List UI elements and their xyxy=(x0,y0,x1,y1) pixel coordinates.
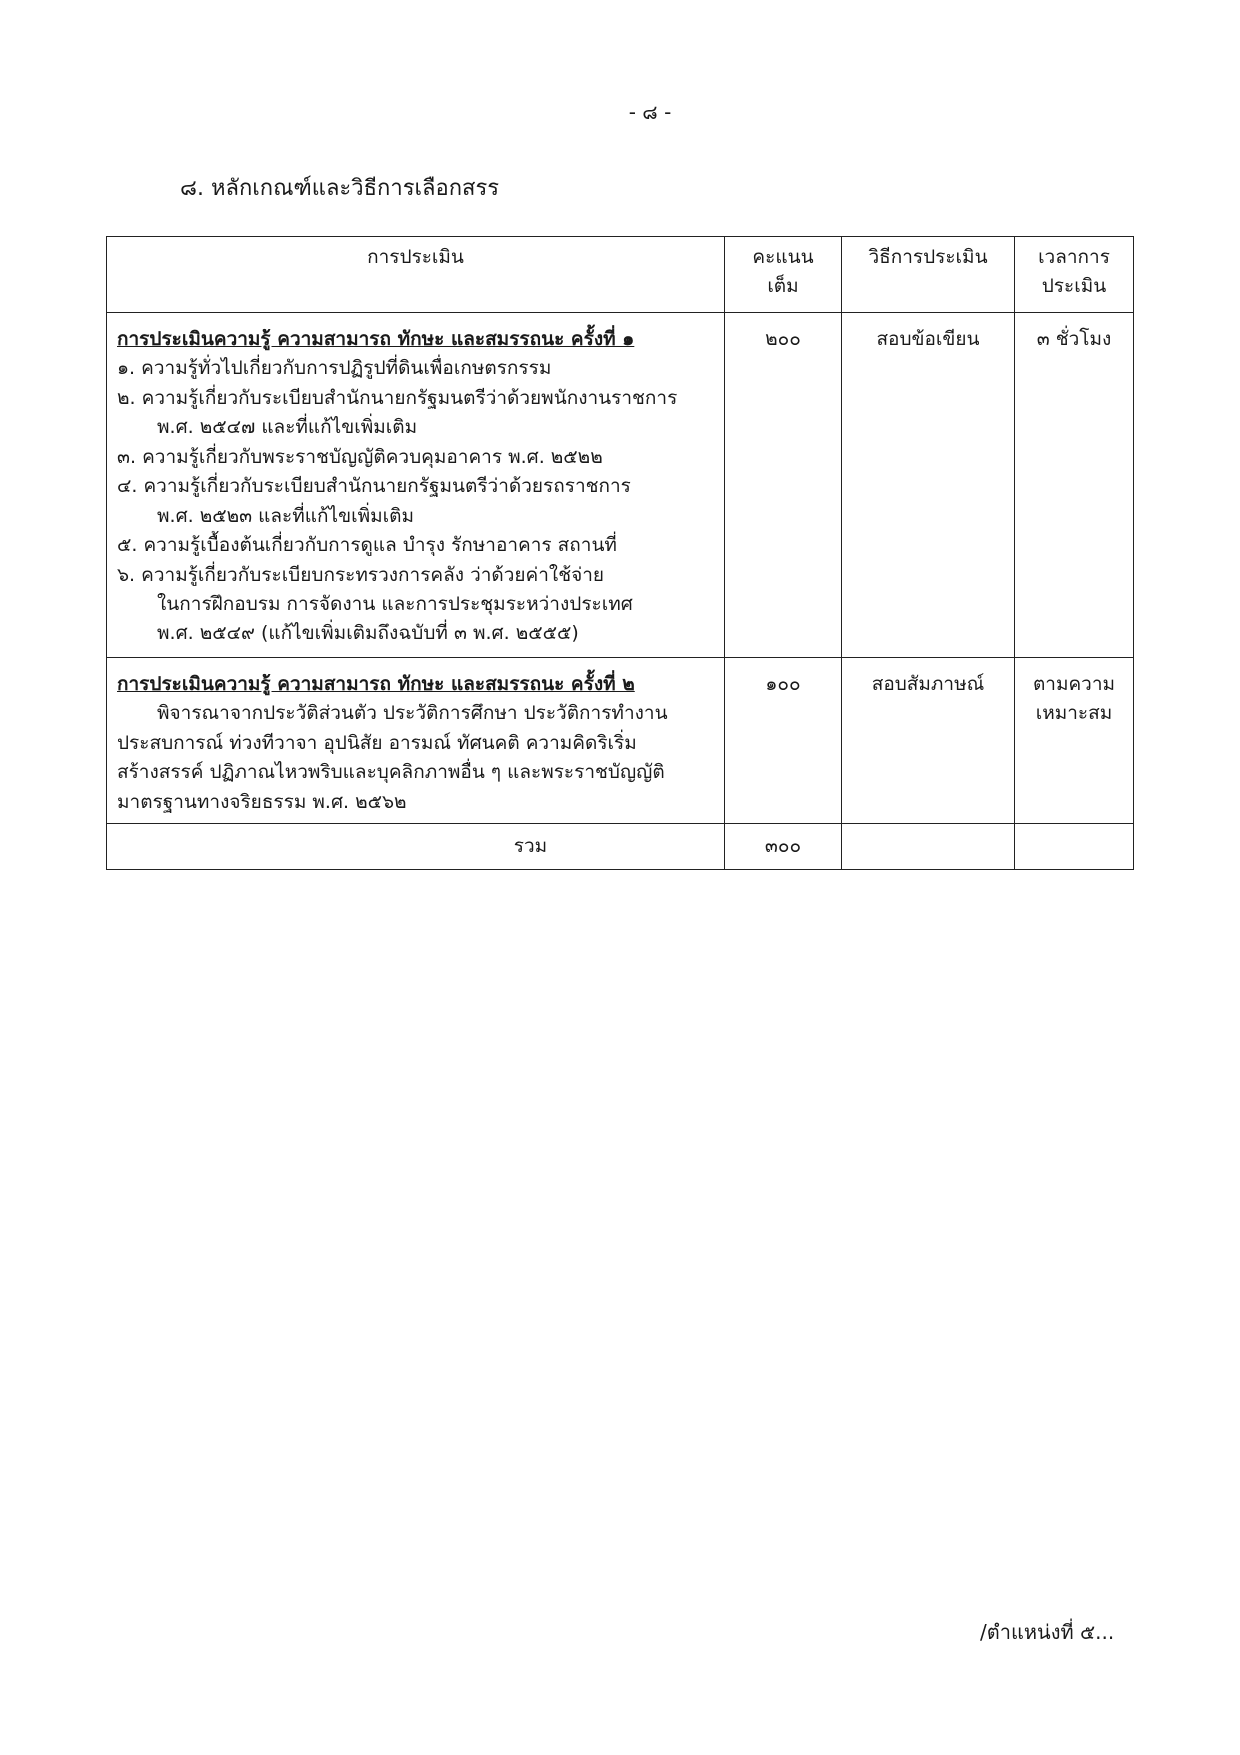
criteria-table xyxy=(106,236,1134,870)
total-label: รวม xyxy=(107,824,725,870)
list-item: ๓. ความรู้เกี่ยวกับพระราชบัญญัติควบคุมอาคาร พ.ศ. ๒๕๒๒ xyxy=(117,445,603,468)
header-full-score: คะแนน เต็ม xyxy=(725,237,842,313)
list-item: ๒. ความรู้เกี่ยวกับระเบียบสำนักนายกรัฐมนตรีว่าด้วยพนักงานราชการ xyxy=(117,386,678,409)
list-item-continuation: พ.ศ. ๒๕๔๙ (แก้ไขเพิ่มเติมถึงฉบับที่ ๓ พ.ศ. ๒๕๕๕) xyxy=(157,622,579,645)
section2-paragraph-line: พิจารณาจากประวัติส่วนตัว ประวัติการศึกษา ประวัติการทำงาน xyxy=(157,702,668,725)
list-item-continuation: ในการฝึกอบรม การจัดงาน และการประชุมระหว่างประเทศ xyxy=(157,592,633,615)
header-time: เวลาการ ประเมิน xyxy=(1015,237,1134,313)
section-heading: ๘. หลักเกณฑ์และวิธีการเลือกสรร xyxy=(180,176,500,201)
section2-row xyxy=(107,657,1134,823)
section2-paragraph-line: สร้างสรรค์ ปฏิภาณไหวพริบและบุคลิกภาพอื่น ๆ และพระราชบัญญัติ xyxy=(117,761,665,784)
continuation-note: /ตำแหน่งที่ ๕... xyxy=(980,1620,1115,1644)
header-assessment: การประเมิน xyxy=(107,237,725,313)
list-item: ๔. ความรู้เกี่ยวกับระเบียบสำนักนายกรัฐมนตรีว่าด้วยรถราชการ xyxy=(117,475,631,498)
section2-time: ตามความ เหมาะสม xyxy=(1015,657,1134,823)
section1-score: ๒๐๐ xyxy=(725,313,842,658)
section1-title: การประเมินความรู้ ความสามารถ ทักษะ และสมรรถนะ ครั้งที่ ๑ xyxy=(117,328,635,350)
section1-method: สอบข้อเขียน xyxy=(842,313,1015,658)
section2-paragraph-line: ประสบการณ์ ท่วงทีวาจา อุปนิสัย อารมณ์ ทัศนคติ ความคิดริเริ่ม xyxy=(117,731,637,754)
total-row xyxy=(107,824,1134,870)
list-item-continuation: พ.ศ. ๒๕๒๓ และที่แก้ไขเพิ่มเติม xyxy=(157,504,414,527)
section2-method: สอบสัมภาษณ์ xyxy=(842,657,1015,823)
header-row xyxy=(107,237,1134,313)
section2-paragraph-line: มาตรฐานทางจริยธรรม พ.ศ. ๒๕๖๒ xyxy=(117,790,407,813)
list-item-continuation: พ.ศ. ๒๕๔๗ และที่แก้ไขเพิ่มเติม xyxy=(157,416,418,439)
section1-row xyxy=(107,313,1134,658)
section1-time: ๓ ชั่วโมง xyxy=(1015,313,1134,658)
list-item: ๖. ความรู้เกี่ยวกับระเบียบกระทรวงการคลัง ว่าด้วยค่าใช้จ่าย xyxy=(117,563,605,586)
list-item: ๑. ความรู้ทั่วไปเกี่ยวกับการปฏิรูปที่ดินเพื่อเกษตรกรรม xyxy=(117,357,552,380)
page-number: - ๘ - xyxy=(628,100,672,124)
header-method: วิธีการประเมิน xyxy=(842,237,1015,313)
section1-content xyxy=(107,313,725,658)
total-score: ๓๐๐ xyxy=(725,824,842,870)
section2-score: ๑๐๐ xyxy=(725,657,842,823)
section2-title: การประเมินความรู้ ความสามารถ ทักษะ และสมรรถนะ ครั้งที่ ๒ xyxy=(117,672,635,695)
section2-content xyxy=(107,657,725,823)
list-item: ๕. ความรู้เบื้องต้นเกี่ยวกับการดูแล บำรุง รักษาอาคาร สถานที่ xyxy=(117,534,617,557)
